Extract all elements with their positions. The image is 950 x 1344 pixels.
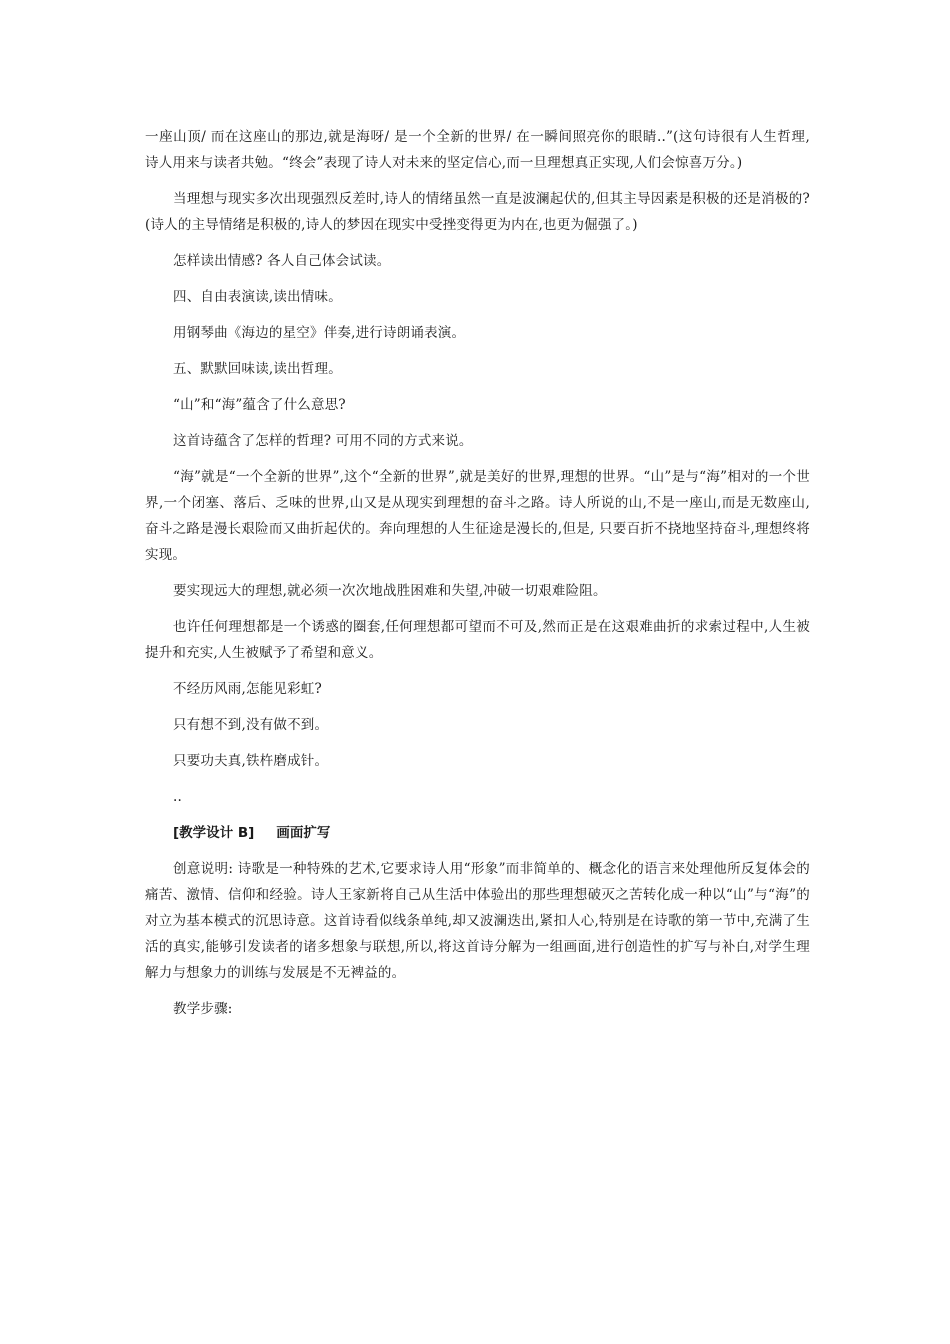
document-page	[145, 124, 810, 1032]
paragraph-ellipsis: ..	[173, 789, 182, 805]
paragraph-8: 这首诗蕴含了怎样的哲理? 可用不同的方式来说。	[173, 433, 473, 449]
paragraph-2: 当理想与现实多次出现强烈反差时,诗人的情绪虽然一直是波澜起伏的,但其主导因素是积极的还是消极的? (诗人的主导情绪是积极的,诗人的梦因在现实中受挫变得更为内在,也更为倔强了。)	[145, 191, 810, 233]
paragraph-6: 五、默默回味读,读出哲理。	[173, 361, 342, 377]
paragraph-9: “海”就是“一个全新的世界”,这个“全新的世界”,就是美好的世界,理想的世界。“山”是与“海”相对的一个世界,一个闭塞、落后、乏味的世界,山又是从现实到理想的奋斗之路。诗人所说的山,不是一座山,而是无数座山,奋斗之路是漫长艰险而又曲折起伏的。奔向理想的人生征途是漫长的,但是, 只要百折不挠地坚持奋斗,理想终将实现。	[145, 469, 810, 563]
section-heading-label: [教学设计 B]	[173, 825, 255, 841]
paragraph-7: “山”和“海”蕴含了什么意思?	[173, 397, 346, 413]
paragraph-12: 不经历风雨,怎能见彩虹?	[173, 681, 322, 697]
paragraph-teaching-steps: 教学步骤:	[173, 1001, 233, 1017]
section-heading-title: 画面扩写	[276, 825, 331, 841]
paragraph-3: 怎样读出情感? 各人自己体会试读。	[173, 253, 391, 269]
paragraph-14: 只要功夫真,铁杵磨成针。	[173, 753, 329, 769]
paragraph-4: 四、自由表演读,读出情味。	[173, 289, 342, 305]
paragraph-1: 一座山顶/ 而在这座山的那边,就是海呀/ 是一个全新的世界/ 在一瞬间照亮你的眼睛..”(这句诗很有人生哲理, 诗人用来与读者共勉。“终会”表现了诗人对未来的坚定信心,而一旦理想真正实现,人们会惊喜万分。)	[145, 129, 810, 171]
paragraph-creative-note: 创意说明: 诗歌是一种特殊的艺术,它要求诗人用“形象”而非简单的、概念化的语言来处理他所反复体会的痛苦、激情、信仰和经验。诗人王家新将自己从生活中体验出的那些理想破灭之苦转化成一种以“山”与“海”的对立为基本模式的沉思诗意。这首诗看似线条单纯,却又波澜迭出,紧扣人心,特别是在诗歌的第一节中,充满了生活的真实,能够引发读者的诸多想象与联想,所以,将这首诗分解为一组画面,进行创造性的扩写与补白,对学生理解力与想象力的训练与发展是不无裨益的。	[145, 861, 810, 981]
section-heading	[145, 820, 810, 846]
paragraph-10: 要实现远大的理想,就必须一次次地战胜困难和失望,冲破一切艰难险阻。	[173, 583, 607, 599]
paragraph-5: 用钢琴曲《海边的星空》伴奏,进行诗朗诵表演。	[173, 325, 466, 341]
paragraph-11: 也许任何理想都是一个诱惑的圈套,任何理想都可望而不可及,然而正是在这艰难曲折的求索过程中,人生被提升和充实,人生被赋予了希望和意义。	[145, 619, 810, 661]
paragraph-13: 只有想不到,没有做不到。	[173, 717, 329, 733]
